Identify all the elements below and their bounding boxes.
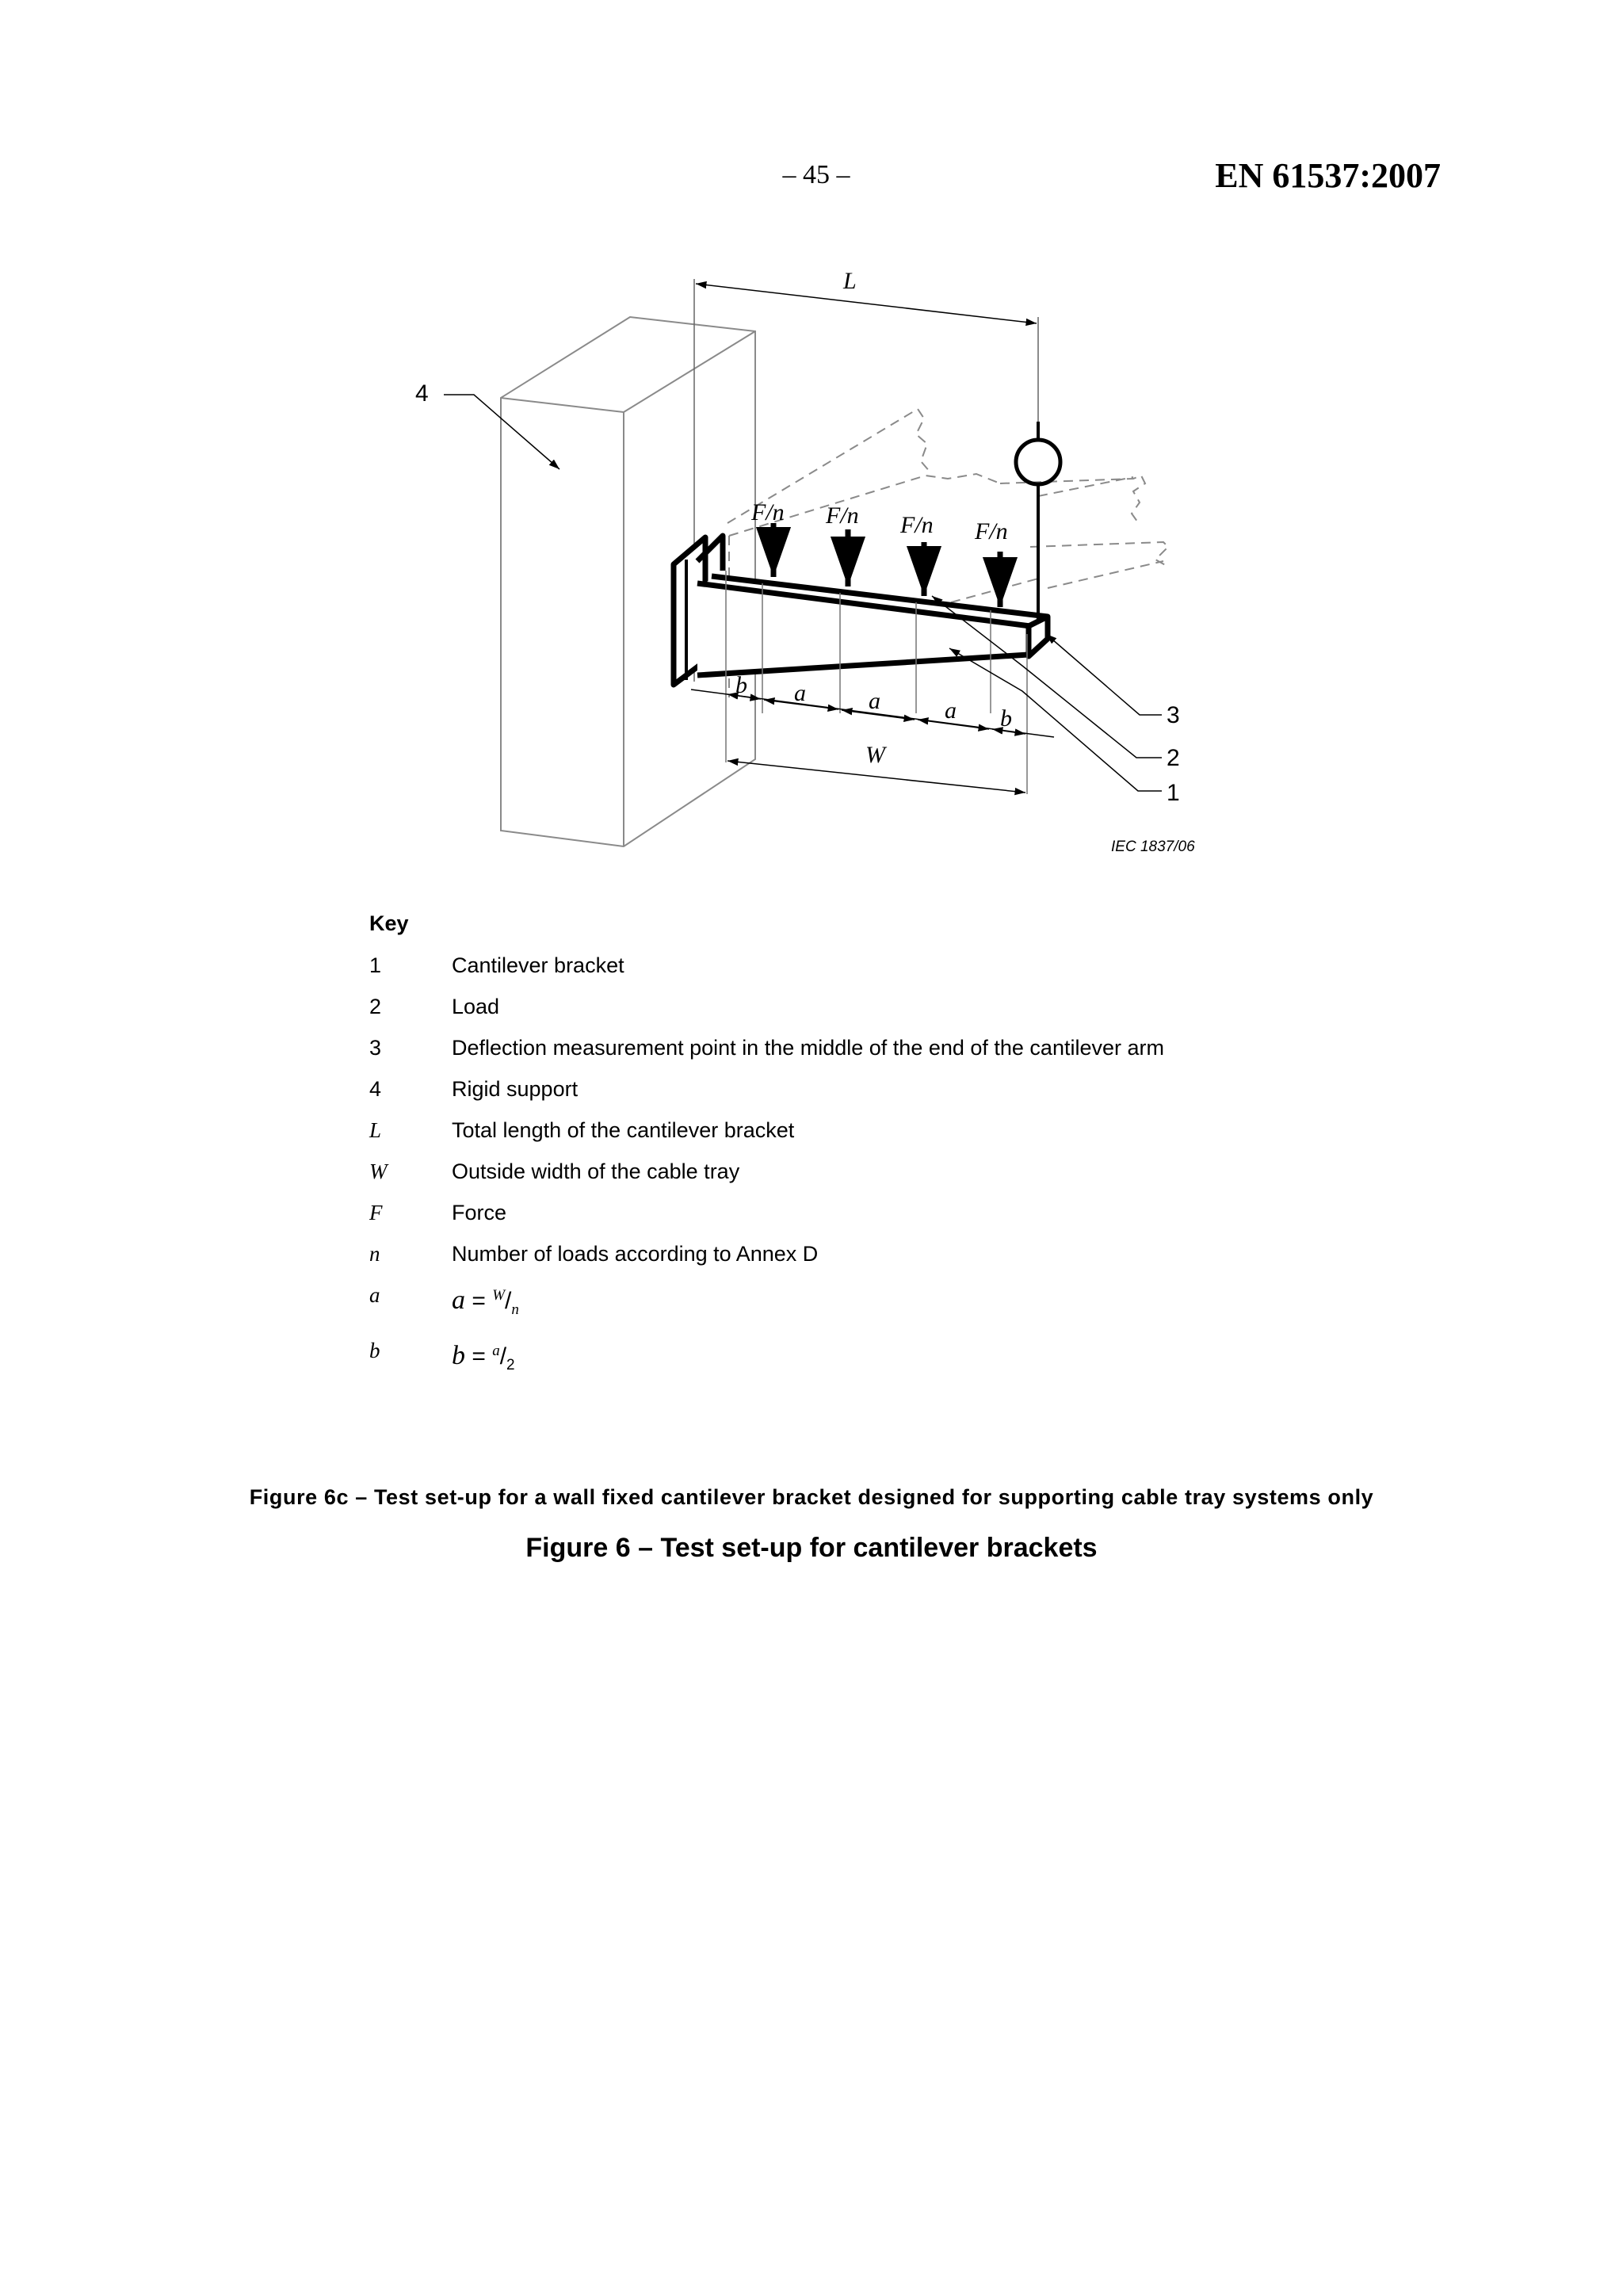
figure-key [369,911,1320,1394]
figure-caption: Figure 6 – Test set-up for cantilever brackets [525,1533,1098,1563]
label-a-1: a [794,680,806,706]
formula-b: $b = ^a/_2$ [452,1341,515,1373]
key-symbol: F [369,1201,383,1224]
load-label-1: F/n [751,499,785,525]
key-item [369,1201,1320,1225]
key-description: Cantilever bracket [452,953,624,977]
key-symbol: 3 [369,1036,382,1060]
key-description: Number of loads according to Annex D [452,1242,819,1266]
key-symbol: n [369,1242,380,1266]
key-item-formula-a [369,1283,1320,1322]
page-number: – 45 – [782,160,850,189]
key-item [369,1118,1320,1143]
key-symbol: 2 [369,995,382,1018]
figure-6c-drawing [0,0,1623,888]
key-description: Rigid support [452,1077,579,1101]
key-item [369,953,1320,978]
key-description: Deflection measurement point in the middle of the end of the cantilever arm [452,1036,1164,1060]
label-L: L [843,268,857,294]
key-symbol: 4 [369,1077,382,1101]
key-symbol: 1 [369,953,382,977]
key-title: Key [369,911,409,935]
dimension-W [727,742,1025,793]
figure-subcaption: Figure 6c – Test set-up for a wall fixed cantilever bracket designed for supporting cable tray systems only [249,1485,1374,1509]
key-symbol: a [369,1283,380,1307]
callout-4: 4 [415,380,429,407]
key-symbol: W [369,1159,388,1183]
key-item-formula-b [369,1339,1320,1377]
key-item [369,995,1320,1019]
figure-credit: IEC 1837/06 [1111,839,1195,855]
key-description: Force [452,1201,507,1224]
load-label-2: F/n [826,502,859,529]
callout-2: 2 [1167,745,1180,771]
label-b-left: b [735,672,747,698]
label-a-3: a [945,697,957,724]
key-symbol: L [369,1118,382,1142]
key-symbol: b [369,1339,380,1362]
callout-1: 1 [1167,780,1180,806]
label-b-right: b [1000,705,1012,732]
callout-3: 3 [1167,702,1180,728]
label-a-2: a [869,688,880,714]
load-label-4: F/n [975,518,1008,544]
key-description: Load [452,995,500,1018]
load-label-3: F/n [900,512,934,538]
key-description: Outside width of the cable tray [452,1159,740,1183]
deflection-gauge [1016,422,1060,622]
label-W: W [865,742,885,768]
key-item [369,1159,1320,1184]
key-item [369,1242,1320,1266]
key-description: Total length of the cantilever bracket [452,1118,795,1142]
formula-a: $a = ^W/_n$ [452,1286,519,1318]
key-item [369,1077,1320,1102]
document-id: EN 61537:2007 [1215,156,1441,195]
key-item [369,1036,1320,1060]
